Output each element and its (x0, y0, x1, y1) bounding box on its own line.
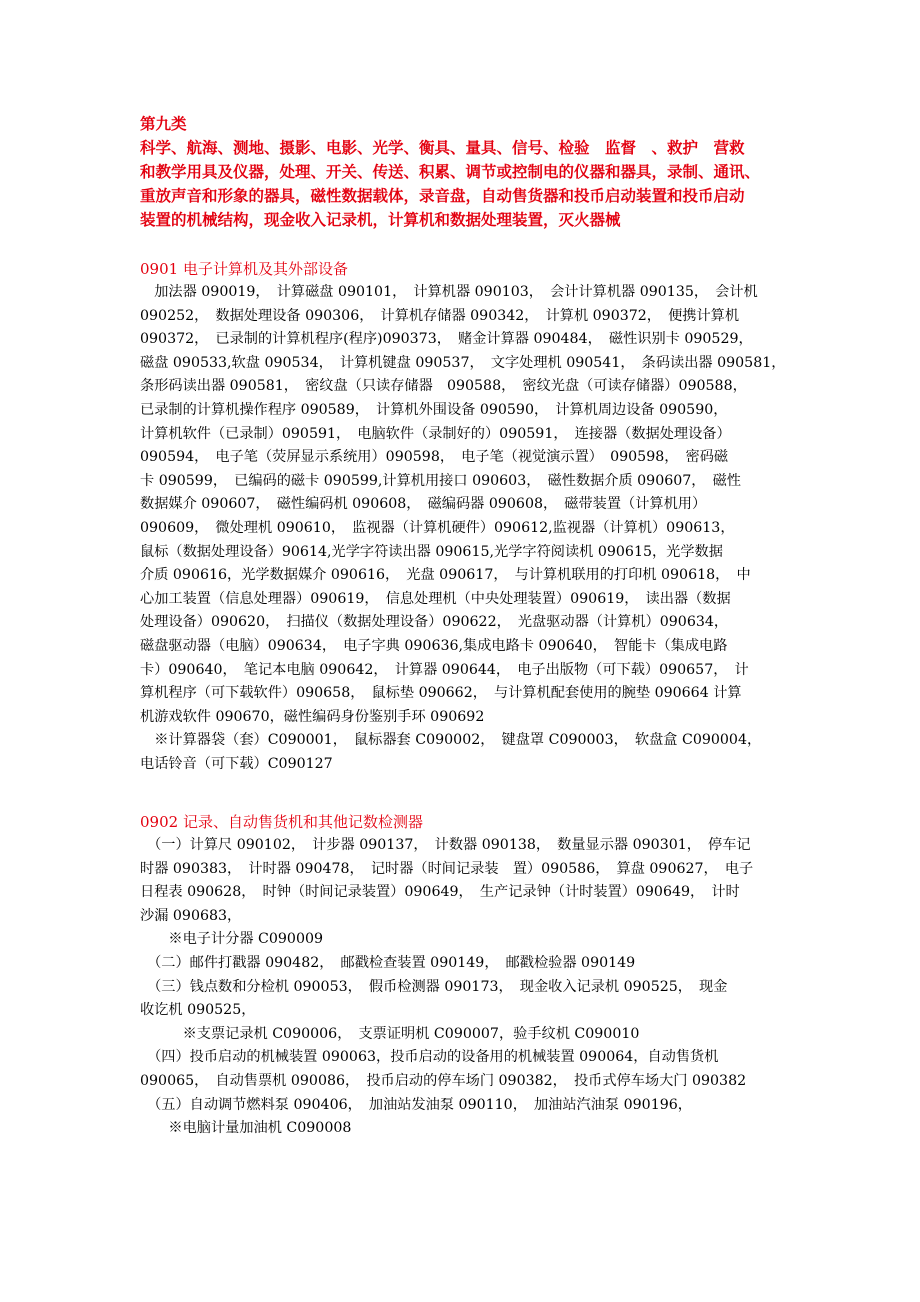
body-line: 介质 090616，光学数据媒介 090616， 光盘 090617， 与计算机联用的打印机 090618， 中 (140, 567, 751, 584)
body-line: 卡 090599， 已编码的磁卡 090599,计算机用接口 090603， 磁性数据介质 090607， 磁性 (140, 472, 741, 489)
body-line: ※电脑计量加油机 C090008 (140, 1120, 352, 1137)
body-line: 时器 090383， 计时器 090478， 记时器（时间记录装 置）090586， 算盘 090627， 电子 (140, 860, 754, 877)
body-line: ※支票记录机 C090006， 支票证明机 C090007，验手纹机 C090010 (140, 1025, 640, 1042)
body-line: （二）邮件打戳器 090482， 邮戳检查装置 090149， 邮戳检验器 090149 (140, 954, 636, 971)
body-line: 计算机软件（已录制）090591， 电脑软件（录制好的）090591， 连接器（数据处理设备） (140, 425, 731, 442)
body-line: （一）计算尺 090102， 计步器 090137， 计数器 090138， 数量显示器 090301， 停车记 (140, 837, 751, 853)
body-line: （五）自动调节燃料泵 090406， 加油站发油泵 090110， 加油站汽油泵 090196， (140, 1096, 692, 1113)
body-line: 090065， 自动售票机 090086， 投币启动的停车场门 090382， 投币式停车场大门 090382 (140, 1072, 747, 1089)
body-line: 鼠标（数据处理设备）90614,光学字符读出器 090615,光学字符阅读机 090615，光学数据 (140, 543, 723, 560)
body-line: 卡）090640， 笔记本电脑 090642， 计算器 090644， 电子出版物（可下载）090657， 计 (140, 661, 749, 678)
section-title-0902: 0902 记录、自动售货机和其他记数检测器 (140, 813, 423, 831)
body-line: 收讫机 090525， (140, 1002, 256, 1019)
heading-line: 装置的机械结构，现金收入记录机，计算机和数据处理装置，灭火器械 (140, 210, 621, 229)
body-line: 磁盘驱动器（电脑）090634， 电子字典 090636,集成电路卡 090640， 智能卡（集成电路 (140, 637, 728, 654)
body-line: ※计算器袋（套）C090001， 鼠标器套 C090002， 键盘罩 C090003， 软盘盒 C090004， (140, 732, 762, 749)
body-line: 090594， 电子笔（荧屏显示系统用）090598， 电子笔（视觉演示置） 090598， 密码磁 (140, 449, 729, 466)
body-line: 090252， 数据处理设备 090306， 计算机存储器 090342， 计算机 090372， 便携计算机 (140, 307, 740, 324)
body-line: 条形码读出器 090581， 密纹盘（只读存储器 090588， 密纹光盘（可读存储器）090588， (140, 378, 747, 395)
body-line: 算机程序（可下载软件）090658， 鼠标垫 090662， 与计算机配套使用的腕垫 090664 计算 (140, 685, 742, 702)
body-line: （三）钱点数和分检机 090053， 假币检测器 090173， 现金收入记录机 090525， 现金 (140, 978, 728, 995)
heading-line: 和教学用具及仪器，处理、开关、传送、积累、调节或控制电的仪器和器具，录制、通讯、 (140, 162, 761, 181)
body-line: 日程表 090628， 时钟（时间记录装置）090649， 生产记录钟（计时装置）090649， 计时 (140, 884, 740, 901)
body-line: 加法器 090019， 计算磁盘 090101， 计算机器 090103， 会计计算机器 090135， 会计机 (140, 284, 758, 300)
class-heading (140, 112, 800, 232)
section-body-0901 (140, 281, 800, 776)
section-body-0902 (140, 834, 800, 1141)
body-line: 已录制的计算机操作程序 090589， 计算机外围设备 090590， 计算机周边设备 090590， (140, 401, 728, 418)
body-line: 数据媒介 090607， 磁性编码机 090608， 磁编码器 090608， 磁带装置（计算机用） (140, 496, 707, 513)
body-line: ※电子计分器 C090009 (140, 931, 324, 948)
body-line: （四）投币启动的机械装置 090063，投币启动的设备用的机械装置 090064，自动售货机 (140, 1049, 719, 1066)
section-title-0901: 0901 电子计算机及其外部设备 (140, 260, 348, 278)
body-line: 心加工装置（信息处理器）090619， 信息处理机（中央处理装置）090619， 读出器（数据 (140, 590, 731, 607)
heading-line: 重放声音和形象的器具，磁性数据载体，录音盘，自动售货器和投币启动装置和投币启动 (140, 186, 745, 205)
body-line: 电话铃音（可下载）C090127 (140, 755, 333, 772)
body-line: 处理设备）090620， 扫描仪（数据处理设备）090622， 光盘驱动器（计算机）090634， (140, 614, 729, 631)
heading-line: 第九类 (140, 114, 187, 133)
body-line: 磁盘 090533,软盘 090534， 计算机键盘 090537， 文字处理机 090541， 条码读出器 090581， (140, 354, 786, 371)
body-line: 沙漏 090683， (140, 907, 242, 924)
body-line: 090372， 已录制的计算机程序(程序)090373， 赌金计算器 090484， 磁性识别卡 090529， (140, 331, 753, 348)
body-line: 机游戏软件 090670，磁性编码身份鉴别手环 090692 (140, 708, 485, 725)
heading-line: 科学、航海、测地、摄影、电影、光学、衡具、量具、信号、检验 监督 、救护 营救 (140, 138, 745, 157)
body-line: 090609， 微处理机 090610， 监视器（计算机硬件）090612,监视器（计算机）090613， (140, 519, 735, 536)
